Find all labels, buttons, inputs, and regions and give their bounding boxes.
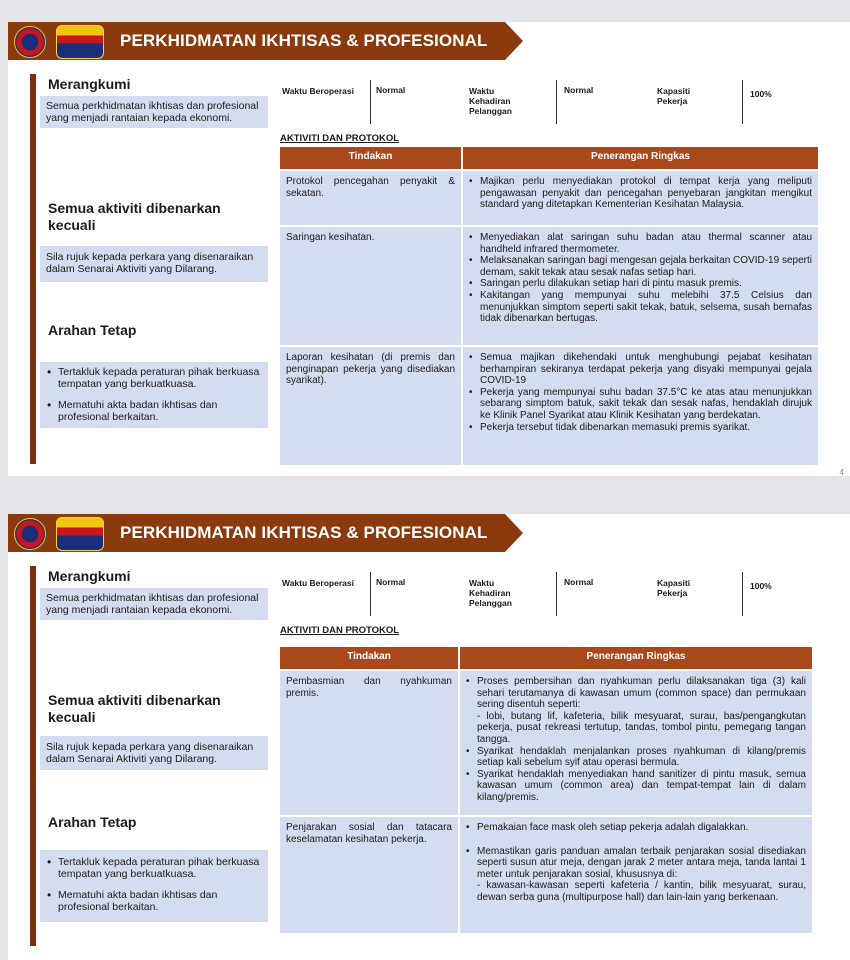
capacity-value: 100% [750,581,772,591]
description-item: • Menyediakan alat saringan suhu badan atau thermal scanner atau handheld infrared thermometer. [469,232,812,255]
directive-box [40,850,268,922]
description-item: • Syarikat hendaklah menjalankan proses nyahkuman di kilang/premis setiap kali sebelum syif atau operasi bermula. [466,746,806,769]
directive-box [40,362,268,428]
directive-item: • Mematuhi akta badan ikhtisas dan profesional berkaitan. [46,889,262,913]
description-item: • Melaksanakan saringan bagi mengesan gejala berkaitan COVID-19 seperti demam, sakit tekak atau sesak nafas setiap hari. [469,255,812,278]
column-header: Penerangan Ringkas [459,646,813,670]
hours-label: Waktu Beroperasi [282,86,354,96]
logo-emblem-icon [14,26,46,58]
section-title: AKTIVITI DAN PROTOKOL [280,625,400,636]
column-header: Tindakan [279,646,459,670]
description-cell [459,816,813,934]
directive-item: • Mematuhi akta badan ikhtisas dan profesional berkaitan. [46,399,262,423]
description-subitem: - kawasan-kawasan seperti kafeteria / kantin, bilik mesyuarat, surau, dewan serba guna (multipurpose hall) dan lain-lain yang berkenaan. [477,880,806,903]
hours-value: Normal [376,85,406,95]
capacity-value: 100% [750,89,772,99]
description-cell [462,170,819,226]
capacity-label: Kapasiti Pekerja [657,86,691,106]
description-cell [459,670,813,816]
divider [370,80,371,124]
summary-text: Semua perkhidmatan ikhtisas dan profesional yang menjadi rantaian kepada ekonomi. [40,96,268,128]
divider [742,80,743,124]
protocol-table [278,145,820,467]
description-item: • Syarikat hendaklah menyediakan hand sanitizer di pintu masuk, semua kawasan umum (common area) dan tempat-tempat lain di dalam kilang/premis. [466,769,806,804]
hours-value: Normal [376,577,406,587]
summary-title: Merangkumi [48,568,131,584]
page-number: 4 [839,468,844,476]
summary-text: Semua perkhidmatan ikhtisas dan profesional yang menjadi rantaian kepada ekonomi. [40,588,268,620]
description-item: • Proses pembersihan dan nyahkuman perlu dilaksanakan tiga (3) kali sehari terutamanya di kawasan umum (common space) dan permukaan sering disentuh seperti: [466,676,806,711]
column-header: Tindakan [279,146,462,170]
description-item: • Kakitangan yang mempunyai suhu melebihi 37.5 Celsius dan menunjukkan simptom seperti sakit tekak, batuk, selsema, susah bernafas tidak dibenarkan bertugas. [469,290,812,325]
action-cell: Laporan kesihatan (di premis dan penginapan pekerja yang disediakan syarikat). [279,346,462,466]
description-item: • Semua majikan dikehendaki untuk menghubungi pejabat kesihatan berhampiran sekiranya terdapat pekerja yang disyaki mempunyai gejala COVID-19 [469,352,812,387]
table-row [279,816,813,934]
description-cell [462,226,819,346]
directive-title: Arahan Tetap [48,322,137,338]
protocol-table [278,645,814,935]
timeline-bar [30,74,36,464]
logo-emblem-icon [14,518,46,550]
action-cell: Pembasmian dan nyahkuman premis. [279,670,459,816]
capacity-label: Kapasiti Pekerja [657,578,691,598]
divider [556,572,557,616]
table-row [279,346,819,466]
attendance-value: Normal [564,577,594,587]
table-header-row [279,146,819,170]
allowed-title: Semua aktiviti dibenarkan kecuali [48,692,221,725]
table-row [279,226,819,346]
summary-title: Merangkumi [48,76,131,92]
column-header: Penerangan Ringkas [462,146,819,170]
slide-page-4 [8,22,850,476]
section-title: AKTIVITI DAN PROTOKOL [280,133,400,144]
divider [556,80,557,124]
table-row [279,670,813,816]
allowed-title: Semua aktiviti dibenarkan kecuali [48,200,221,233]
attendance-label: Waktu Kehadiran Pelanggan [469,578,512,608]
divider [370,572,371,616]
action-cell: Protokol pencegahan penyakit & sekatan. [279,170,462,226]
banner-title: PERKHIDMATAN IKHTISAS & PROFESIONAL [120,31,488,50]
coat-of-arms-icon [56,25,104,59]
description-item: • Pekerja tersebut tidak dibenarkan memasuki premis syarikat. [469,422,812,434]
description-item: • Memastikan garis panduan amalan terbaik penjarakan sosial disediakan seperti susun atur meja, dengan jarak 2 meter antara meja, tanda lantai 1 meter untuk penjarakan sosial, khususnya di: [466,846,806,881]
action-cell: Saringan kesihatan. [279,226,462,346]
description-item: • Pekerja yang mempunyai suhu badan 37.5°C ke atas atau menunjukkan sebarang simptom batuk, sakit tekak dan sesak nafas, hendaklah dirujuk ke Klinik Panel Syarikat atau Klinik Kesihatan yang berdekatan. [469,387,812,422]
divider [742,572,743,616]
coat-of-arms-icon [56,517,104,551]
attendance-label: Waktu Kehadiran Pelanggan [469,86,512,116]
banner-title: PERKHIDMATAN IKHTISAS & PROFESIONAL [120,523,488,542]
description-item: • Pemakaian face mask oleh setiap pekerja adalah digalakkan. [466,822,806,834]
hours-label: Waktu Beroperasi [282,578,354,588]
directive-item: • Tertakluk kepada peraturan pihak berkuasa tempatan yang berkuatkuasa. [46,366,262,390]
allowed-text: Sila rujuk kepada perkara yang disenaraikan dalam Senarai Aktiviti yang Dilarang. [40,736,268,770]
description-item: • Saringan perlu dilakukan setiap hari di pintu masuk premis. [469,278,812,290]
timeline-bar [30,566,36,946]
description-cell [462,346,819,466]
attendance-value: Normal [564,85,594,95]
description-subitem: - lobi, butang lif, kafeteria, bilik mesyuarat, surau, bas/pengangkutan pekerja, pusat rekreasi tertutup, tandas, tombol pintu, pemegang tangan tangga. [477,710,806,745]
directive-title: Arahan Tetap [48,814,137,830]
allowed-text: Sila rujuk kepada perkara yang disenaraikan dalam Senarai Aktiviti yang Dilarang. [40,246,268,282]
table-header-row [279,646,813,670]
action-cell: Penjarakan sosial dan tatacara keselamatan kesihatan pekerja. [279,816,459,934]
slide-page-5 [8,514,850,960]
table-row [279,170,819,226]
directive-item: • Tertakluk kepada peraturan pihak berkuasa tempatan yang berkuatkuasa. [46,856,262,880]
description-item: • Majikan perlu menyediakan protokol di tempat kerja yang meliputi pengawasan penyakit dan pencegahan penyebaran jangkitan mengikut standard yang ditetapkan Kementerian Kesihatan Malaysia. [469,176,812,211]
